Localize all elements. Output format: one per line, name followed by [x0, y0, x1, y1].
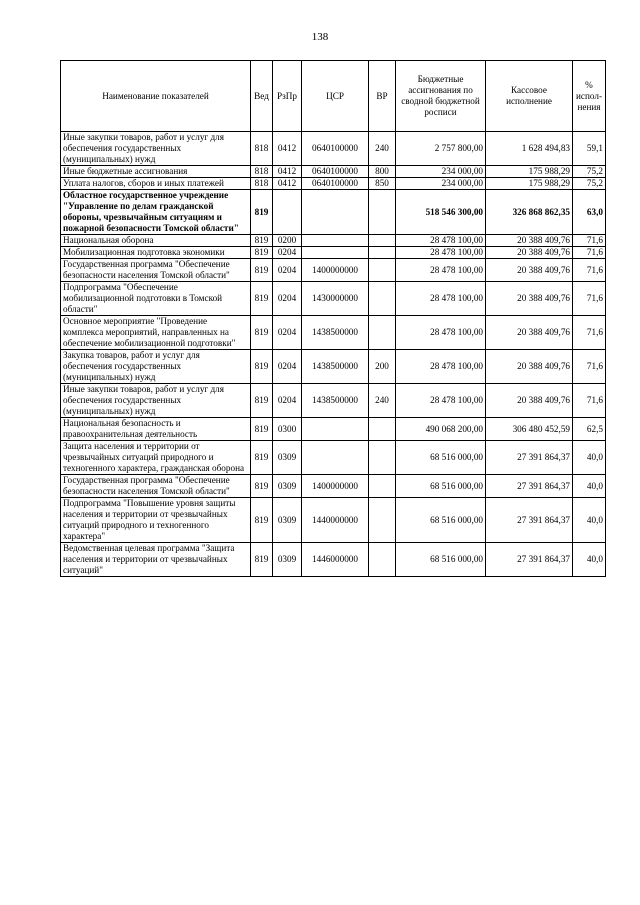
row-vr: 200 [369, 350, 396, 384]
row-csr: 0640100000 [302, 178, 369, 190]
row-rzpr: 0309 [273, 475, 302, 498]
row-budget: 234 000,00 [396, 178, 486, 190]
row-name: Государственная программа "Обеспечение безопасности населения Томской области" [61, 475, 251, 498]
row-cash: 20 388 409,76 [486, 259, 573, 282]
row-ved: 819 [251, 498, 273, 543]
row-vr [369, 498, 396, 543]
budget-table [60, 60, 606, 577]
row-budget: 28 478 100,00 [396, 259, 486, 282]
row-ved: 819 [251, 259, 273, 282]
header-name: Наименование показателей [61, 61, 251, 132]
row-name: Защита населения и территории от чрезвычайных ситуаций природного и техногенного характера, гражданская оборона [61, 441, 251, 475]
row-ved: 819 [251, 418, 273, 441]
row-name: Закупка товаров, работ и услуг для обеспечения государственных (муниципальных) нужд [61, 350, 251, 384]
row-cash: 20 388 409,76 [486, 350, 573, 384]
row-name: Областное государственное учреждение "Управление по делам гражданской обороны, чрезвычайным ситуациям и пожарной безопасности Томской области" [61, 190, 251, 235]
row-vr: 850 [369, 178, 396, 190]
row-ved: 819 [251, 384, 273, 418]
row-cash: 20 388 409,76 [486, 282, 573, 316]
table-row [61, 282, 606, 316]
row-percent: 71,6 [573, 316, 606, 350]
table-row [61, 247, 606, 259]
row-percent: 40,0 [573, 498, 606, 543]
row-percent: 71,6 [573, 384, 606, 418]
row-percent: 71,6 [573, 282, 606, 316]
row-csr: 1438500000 [302, 384, 369, 418]
row-budget: 28 478 100,00 [396, 235, 486, 247]
row-budget: 2 757 800,00 [396, 132, 486, 166]
row-name: Подпрограмма "Обеспечение мобилизационной подготовки в Томской области" [61, 282, 251, 316]
header-rzpr: РзПр [273, 61, 302, 132]
row-name: Иные закупки товаров, работ и услуг для обеспечения государственных (муниципальных) нужд [61, 132, 251, 166]
row-cash: 1 628 494,83 [486, 132, 573, 166]
row-rzpr: 0309 [273, 441, 302, 475]
row-csr: 1400000000 [302, 259, 369, 282]
row-percent: 63,0 [573, 190, 606, 235]
table-row [61, 350, 606, 384]
header-csr: ЦСР [302, 61, 369, 132]
row-budget: 68 516 000,00 [396, 475, 486, 498]
row-vr [369, 259, 396, 282]
row-percent: 62,5 [573, 418, 606, 441]
row-ved: 819 [251, 475, 273, 498]
table-row [61, 178, 606, 190]
row-vr [369, 190, 396, 235]
row-ved: 819 [251, 235, 273, 247]
row-rzpr: 0204 [273, 259, 302, 282]
row-ved: 819 [251, 247, 273, 259]
row-ved: 819 [251, 350, 273, 384]
row-name: Уплата налогов, сборов и иных платежей [61, 178, 251, 190]
row-cash: 20 388 409,76 [486, 384, 573, 418]
row-vr: 240 [369, 384, 396, 418]
row-name: Иные закупки товаров, работ и услуг для обеспечения государственных (муниципальных) нужд [61, 384, 251, 418]
row-csr: 1440000000 [302, 498, 369, 543]
row-name: Иные бюджетные ассигнования [61, 166, 251, 178]
row-rzpr: 0300 [273, 418, 302, 441]
row-percent: 40,0 [573, 441, 606, 475]
row-ved: 819 [251, 190, 273, 235]
row-vr [369, 282, 396, 316]
table-row [61, 384, 606, 418]
row-cash: 27 391 864,37 [486, 543, 573, 577]
row-vr [369, 418, 396, 441]
table-row [61, 498, 606, 543]
row-cash: 326 868 862,35 [486, 190, 573, 235]
table-row [61, 190, 606, 235]
row-vr [369, 316, 396, 350]
row-percent: 75,2 [573, 166, 606, 178]
row-budget: 234 000,00 [396, 166, 486, 178]
row-vr [369, 441, 396, 475]
row-csr [302, 441, 369, 475]
row-name: Национальная оборона [61, 235, 251, 247]
row-ved: 819 [251, 543, 273, 577]
row-percent: 71,6 [573, 259, 606, 282]
row-rzpr: 0204 [273, 316, 302, 350]
row-name: Мобилизационная подготовка экономики [61, 247, 251, 259]
row-percent: 75,2 [573, 178, 606, 190]
row-percent: 71,6 [573, 235, 606, 247]
table-row [61, 259, 606, 282]
table-row [61, 316, 606, 350]
row-rzpr: 0204 [273, 247, 302, 259]
header-cash: Кассовое исполнение [486, 61, 573, 132]
table-row [61, 132, 606, 166]
row-vr [369, 247, 396, 259]
row-budget: 28 478 100,00 [396, 247, 486, 259]
row-budget: 518 546 300,00 [396, 190, 486, 235]
row-rzpr: 0200 [273, 235, 302, 247]
row-percent: 71,6 [573, 247, 606, 259]
row-percent: 40,0 [573, 475, 606, 498]
row-rzpr: 0412 [273, 166, 302, 178]
row-rzpr: 0309 [273, 543, 302, 577]
row-vr [369, 235, 396, 247]
table-body [61, 132, 606, 577]
table-row [61, 475, 606, 498]
header-row [61, 61, 606, 132]
row-cash: 306 480 452,59 [486, 418, 573, 441]
row-csr: 1438500000 [302, 350, 369, 384]
table-row [61, 235, 606, 247]
row-csr: 0640100000 [302, 132, 369, 166]
row-budget: 68 516 000,00 [396, 498, 486, 543]
row-budget: 68 516 000,00 [396, 441, 486, 475]
row-csr: 1430000000 [302, 282, 369, 316]
row-csr [302, 418, 369, 441]
row-csr [302, 247, 369, 259]
row-cash: 175 988,29 [486, 166, 573, 178]
row-vr [369, 543, 396, 577]
row-rzpr: 0412 [273, 178, 302, 190]
header-budget: Бюджетные ассигнования по сводной бюджетной росписи [396, 61, 486, 132]
row-vr: 240 [369, 132, 396, 166]
row-name: Подпрограмма "Повышение уровня защиты населения и территории от чрезвычайных ситуаций природного и техногенного характера" [61, 498, 251, 543]
row-budget: 68 516 000,00 [396, 543, 486, 577]
row-csr: 1400000000 [302, 475, 369, 498]
row-cash: 175 988,29 [486, 178, 573, 190]
table-row [61, 418, 606, 441]
row-budget: 28 478 100,00 [396, 316, 486, 350]
row-ved: 819 [251, 441, 273, 475]
row-budget: 28 478 100,00 [396, 282, 486, 316]
row-ved: 819 [251, 316, 273, 350]
header-ved: Вед [251, 61, 273, 132]
table-row [61, 441, 606, 475]
row-csr [302, 190, 369, 235]
row-percent: 71,6 [573, 350, 606, 384]
row-csr: 1438500000 [302, 316, 369, 350]
row-percent: 40,0 [573, 543, 606, 577]
row-cash: 20 388 409,76 [486, 316, 573, 350]
row-ved: 819 [251, 282, 273, 316]
row-cash: 20 388 409,76 [486, 235, 573, 247]
row-cash: 20 388 409,76 [486, 247, 573, 259]
row-csr [302, 235, 369, 247]
row-csr: 1446000000 [302, 543, 369, 577]
header-percent: % испол-нения [573, 61, 606, 132]
row-cash: 27 391 864,37 [486, 441, 573, 475]
row-budget: 28 478 100,00 [396, 384, 486, 418]
row-name: Национальная безопасность и правоохранительная деятельность [61, 418, 251, 441]
row-cash: 27 391 864,37 [486, 475, 573, 498]
row-rzpr: 0309 [273, 498, 302, 543]
row-name: Основное мероприятие "Проведение комплекса мероприятий, направленных на обеспечение мобилизационной подготовки" [61, 316, 251, 350]
row-name: Ведомственная целевая программа "Защита населения и территории от чрезвычайных ситуаций" [61, 543, 251, 577]
row-ved: 818 [251, 166, 273, 178]
page-number: 138 [311, 31, 329, 43]
row-rzpr: 0412 [273, 132, 302, 166]
row-vr [369, 475, 396, 498]
row-percent: 59,1 [573, 132, 606, 166]
row-rzpr [273, 190, 302, 235]
row-rzpr: 0204 [273, 384, 302, 418]
row-name: Государственная программа "Обеспечение безопасности населения Томской области" [61, 259, 251, 282]
row-ved: 818 [251, 132, 273, 166]
row-rzpr: 0204 [273, 282, 302, 316]
row-csr: 0640100000 [302, 166, 369, 178]
header-vr: ВР [369, 61, 396, 132]
row-budget: 28 478 100,00 [396, 350, 486, 384]
row-cash: 27 391 864,37 [486, 498, 573, 543]
row-budget: 490 068 200,00 [396, 418, 486, 441]
row-rzpr: 0204 [273, 350, 302, 384]
table-row [61, 543, 606, 577]
row-vr: 800 [369, 166, 396, 178]
row-ved: 818 [251, 178, 273, 190]
table-row [61, 166, 606, 178]
